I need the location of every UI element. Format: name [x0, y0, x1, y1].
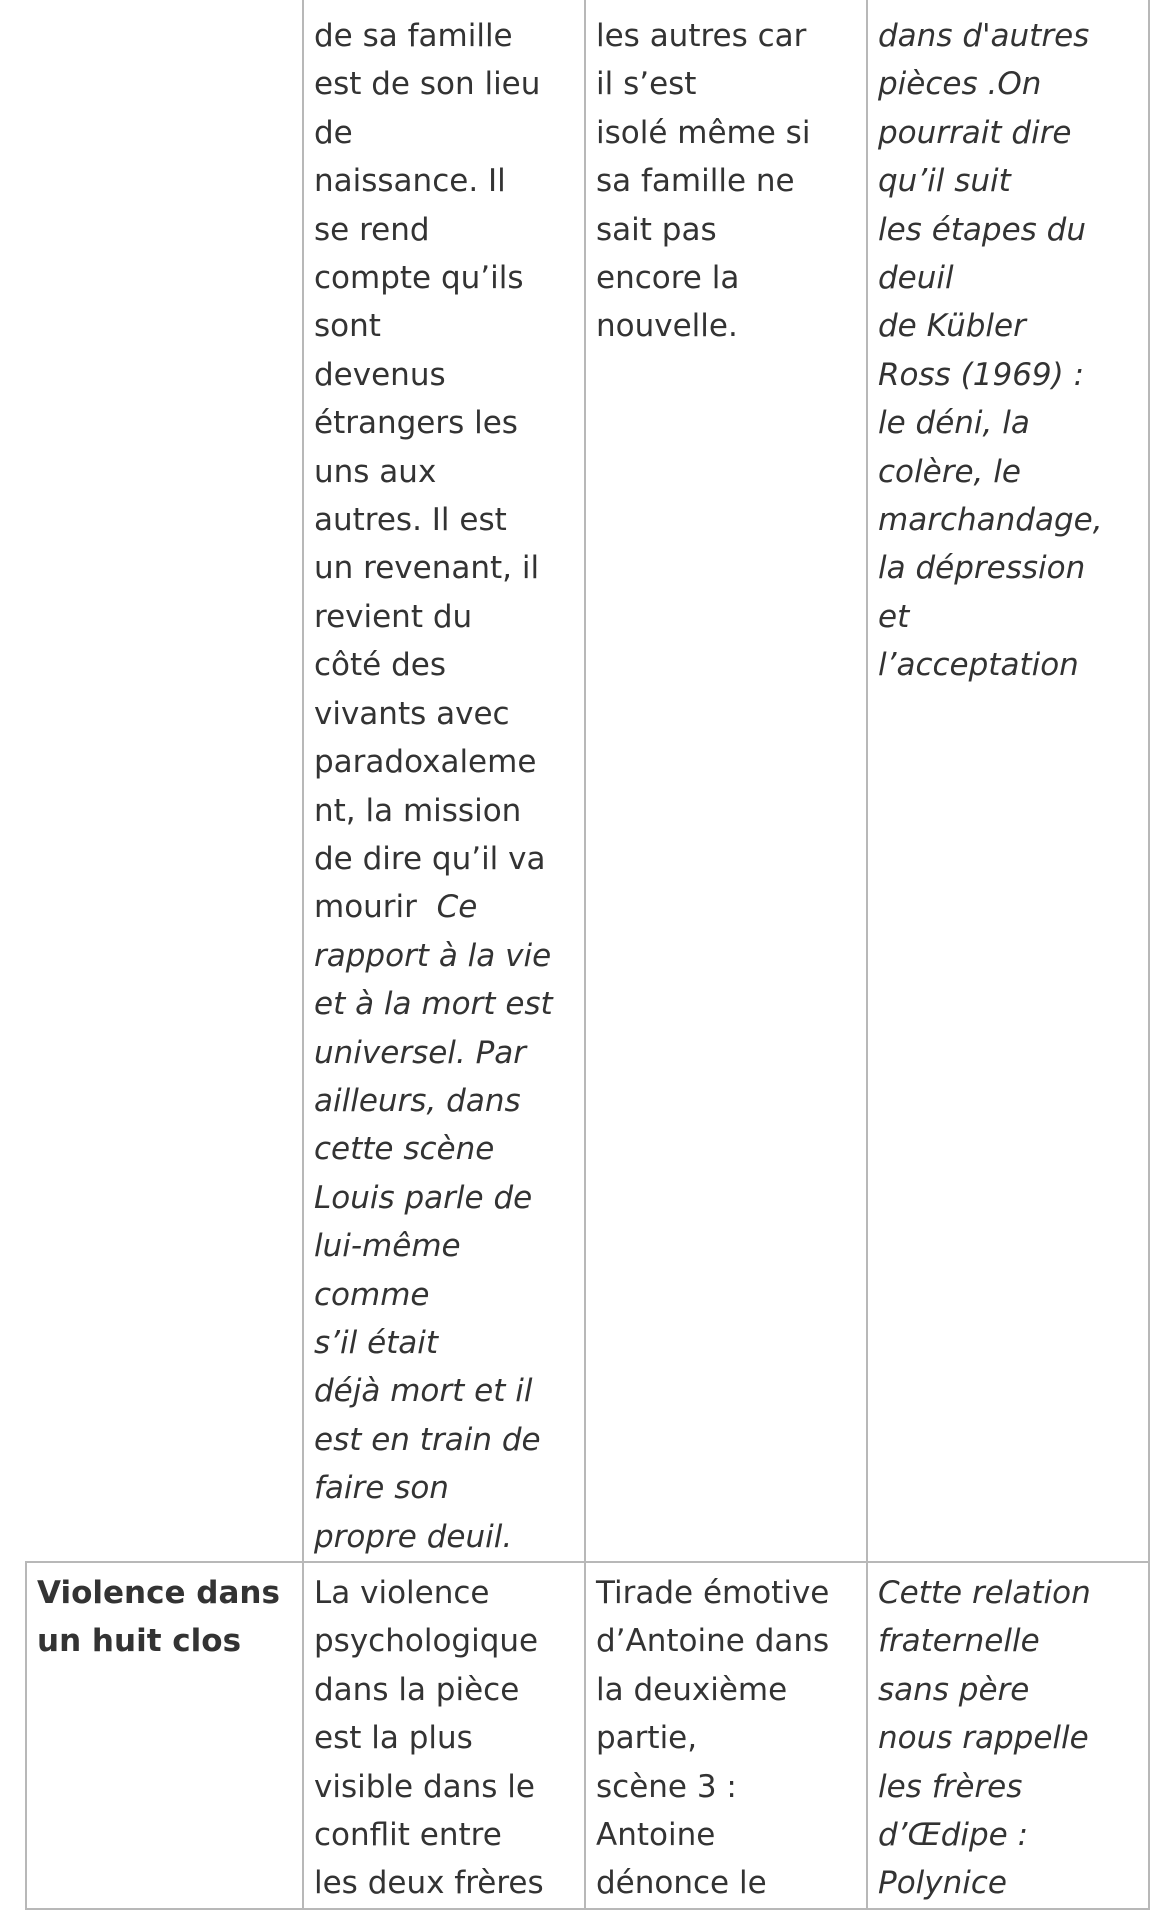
- text-line: [314, 1367, 576, 1415]
- text-line: psychologique: [314, 1623, 539, 1660]
- text-line: [314, 980, 576, 1028]
- text-line: est la plus: [314, 1720, 473, 1757]
- text-line: partie,: [596, 1720, 698, 1757]
- text-run: compte qu’ils: [314, 260, 524, 297]
- text-line: Violence dans: [37, 1575, 280, 1611]
- text-run: côté des: [314, 647, 446, 684]
- text-line: [314, 835, 576, 883]
- example-text: [596, 12, 858, 351]
- text-run: de: [314, 114, 353, 151]
- text-run: mourir: [314, 889, 417, 926]
- text-line: [314, 593, 576, 641]
- text-line: Polynice: [878, 1865, 1007, 1902]
- text-run: faire son: [314, 1470, 449, 1507]
- text-run: revient du: [314, 598, 473, 635]
- text-line: [314, 60, 576, 108]
- text-line: [314, 544, 576, 592]
- text-line: pièces .On: [878, 66, 1042, 103]
- text-line: [314, 1077, 576, 1125]
- text-line: La violence: [314, 1575, 490, 1611]
- text-run: vivants avec: [314, 695, 510, 732]
- text-line: [314, 1464, 576, 1512]
- text-run: comme: [314, 1276, 430, 1313]
- text-line: colère, le: [878, 453, 1021, 490]
- text-line: [314, 641, 576, 689]
- text-run: et à la mort est: [314, 986, 553, 1023]
- interpretation-text: [878, 12, 1140, 690]
- text-line: dans la pièce: [314, 1671, 520, 1708]
- text-line: [314, 690, 576, 738]
- text-run: de dire qu’il va: [314, 840, 546, 877]
- text-line: d’Antoine dans: [596, 1623, 830, 1660]
- text-line: [314, 448, 576, 496]
- text-run: déjà mort et il: [314, 1373, 533, 1410]
- text-line: dénonce le: [596, 1865, 767, 1902]
- text-line: fraternelle: [878, 1623, 1040, 1660]
- text-run: rapport à la vie: [314, 937, 552, 974]
- text-line: la dépression: [878, 550, 1086, 587]
- text-line: Antoine: [596, 1817, 716, 1854]
- text-line: Ross (1969) :: [878, 356, 1085, 393]
- text-line: Cette relation: [878, 1575, 1091, 1611]
- text-line: conflit entre: [314, 1817, 502, 1854]
- theme-cell: [26, 1562, 303, 1909]
- text-line: nouvelle.: [596, 308, 738, 345]
- text-line: [314, 787, 576, 835]
- text-line: l’acceptation: [878, 647, 1079, 684]
- text-line: les étapes du: [878, 211, 1086, 248]
- text-line: [314, 1319, 576, 1367]
- text-line: dans d'autres: [878, 18, 1090, 54]
- interpretation-cell: [867, 1562, 1149, 1909]
- text-line: sait pas: [596, 211, 717, 248]
- text-run: est en train de: [314, 1421, 541, 1458]
- analysis-text: [314, 1569, 576, 1908]
- text-line: [314, 1174, 576, 1222]
- text-run: ailleurs, dans: [314, 1082, 521, 1119]
- text-line: la deuxième: [596, 1671, 788, 1708]
- text-line: [314, 1416, 576, 1464]
- text-line: qu’il suit: [878, 163, 1011, 200]
- text-run: se rend: [314, 211, 430, 248]
- text-run: uns aux: [314, 453, 437, 490]
- text-run: naissance. Il: [314, 163, 506, 200]
- text-line: isolé même si: [596, 114, 811, 151]
- text-line: visible dans le: [314, 1768, 535, 1805]
- text-run: devenus: [314, 356, 446, 393]
- text-line: pourrait dire: [878, 114, 1072, 151]
- text-run: cette scène: [314, 1131, 495, 1168]
- text-line: il s’est: [596, 66, 697, 103]
- text-line: [314, 109, 576, 157]
- text-line: les deux frères: [314, 1865, 544, 1902]
- example-cell: [585, 0, 867, 1562]
- interpretation-cell: [867, 0, 1149, 1562]
- text-run: propre deuil.: [314, 1518, 513, 1555]
- analysis-table: [25, 0, 1150, 1910]
- table-row: [26, 0, 1149, 1562]
- text-line: [314, 399, 576, 447]
- text-run: s’il était: [314, 1324, 439, 1361]
- interpretation-text: [878, 1569, 1140, 1908]
- text-run: lui-même: [314, 1228, 461, 1265]
- text-line: sa famille ne: [596, 163, 795, 200]
- analysis-cell: [303, 1562, 585, 1909]
- theme-cell: [26, 0, 303, 1562]
- text-run: nt, la mission: [314, 792, 522, 829]
- analysis-text: [314, 12, 576, 1561]
- example-text: [596, 1569, 858, 1908]
- text-run: universel. Par: [314, 1034, 527, 1071]
- text-line: le déni, la: [878, 405, 1030, 442]
- text-line: [314, 1125, 576, 1173]
- text-line: les frères: [878, 1768, 1023, 1805]
- text-line: de Kübler: [878, 308, 1026, 345]
- text-line: [314, 254, 576, 302]
- text-run: autres. Il est: [314, 502, 507, 539]
- text-line: [314, 496, 576, 544]
- text-run: étrangers les: [314, 405, 518, 442]
- text-line: sans père: [878, 1671, 1030, 1708]
- theme-title: [37, 1569, 294, 1666]
- text-line: deuil: [878, 260, 954, 297]
- text-line: d’Œdipe :: [878, 1817, 1029, 1854]
- text-line: [314, 351, 576, 399]
- text-run-italic: Ce: [436, 889, 478, 926]
- text-run: Louis parle de: [314, 1179, 533, 1216]
- text-run: de sa famille: [314, 18, 513, 54]
- text-line: [314, 738, 576, 786]
- table-row: [26, 1562, 1149, 1909]
- text-line: [314, 883, 576, 931]
- text-run: est de son lieu: [314, 66, 541, 103]
- analysis-cell: [303, 0, 585, 1562]
- text-line: marchandage,: [878, 502, 1103, 539]
- text-run: sont: [314, 308, 381, 345]
- text-line: [314, 302, 576, 350]
- text-line: et: [878, 598, 910, 635]
- text-run: un revenant, il: [314, 550, 540, 587]
- text-run: paradoxaleme: [314, 744, 537, 781]
- text-line: encore la: [596, 260, 740, 297]
- text-line: [314, 1029, 576, 1077]
- text-line: [314, 206, 576, 254]
- text-line: nous rappelle: [878, 1720, 1089, 1757]
- text-line: [314, 1513, 576, 1561]
- text-line: [314, 1271, 576, 1319]
- text-line: scène 3 :: [596, 1768, 737, 1805]
- text-line: Tirade émotive: [596, 1575, 830, 1611]
- text-line: un huit clos: [37, 1623, 242, 1660]
- text-line: [314, 157, 576, 205]
- text-line: [314, 932, 576, 980]
- text-line: [314, 12, 576, 60]
- example-cell: [585, 1562, 867, 1909]
- text-line: les autres car: [596, 18, 807, 54]
- text-line: [314, 1222, 576, 1270]
